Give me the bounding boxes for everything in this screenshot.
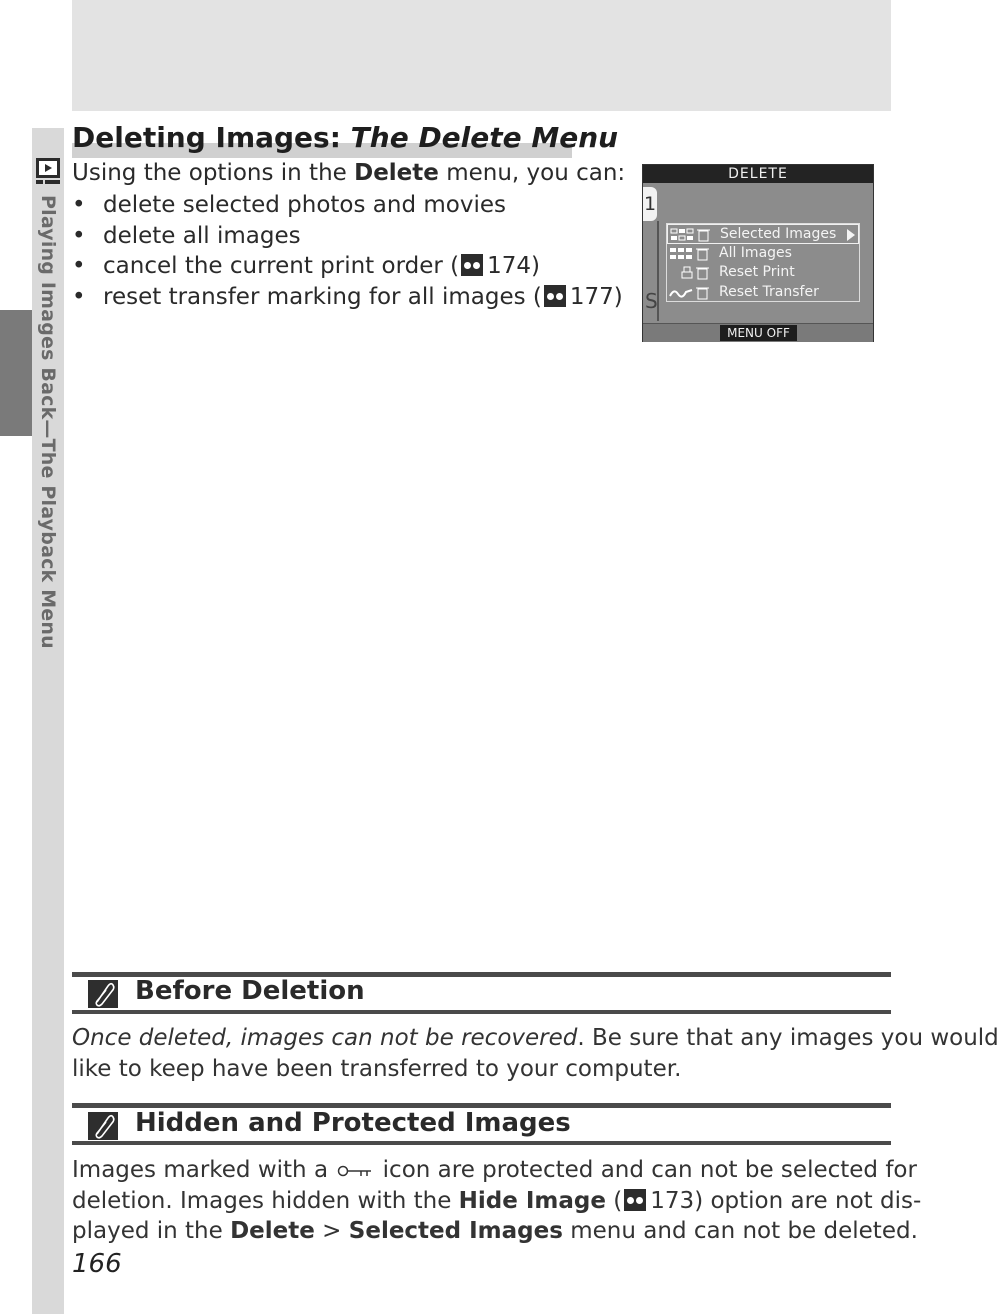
reference-icon (461, 254, 483, 276)
note-line (72, 1216, 918, 1247)
menu-item-all-images[interactable] (667, 244, 859, 264)
note-paperclip-icon (88, 980, 118, 1008)
note-text: icon are protected and can not be selected for (375, 1157, 917, 1183)
menu-item-label: Selected Images (720, 226, 837, 242)
screen-footer-bar (643, 323, 873, 342)
list-item-text: delete all images (103, 222, 301, 249)
intro-bold: Delete (354, 160, 439, 186)
note-text: deletion. Images hidden with the (72, 1187, 459, 1214)
section-label: Playing Images Back—The Playback Menu (37, 195, 59, 649)
note-text: > (314, 1218, 349, 1244)
list-item (72, 251, 623, 282)
note-rule-bottom (72, 1141, 891, 1145)
note-text: ) option are not dis- (694, 1187, 922, 1214)
page-title-italic: The Delete Menu (350, 121, 619, 154)
capability-list (72, 190, 623, 312)
menu-item-reset-transfer[interactable] (667, 283, 859, 303)
note-body (72, 1155, 922, 1247)
menu-off-label: MENU OFF (720, 325, 797, 341)
note-text: played in the (72, 1218, 231, 1244)
page-title (72, 121, 618, 154)
chapter-tab (0, 310, 32, 436)
screen-page-tab: 1 (643, 187, 657, 221)
note-bold-text: Delete (230, 1218, 315, 1244)
note-text: ( (605, 1187, 623, 1214)
list-item-text: ) (613, 283, 623, 310)
reference-icon (544, 285, 566, 307)
note-title: Hidden and Protected Images (135, 1108, 571, 1138)
page-number: 166 (72, 1249, 122, 1279)
note-title: Before Deletion (135, 976, 365, 1006)
note-paperclip-icon (88, 1112, 118, 1140)
list-item-text: ) (531, 253, 541, 279)
intro-after: menu, you can: (438, 160, 626, 186)
note-text: . Be sure that any images you would (577, 1025, 999, 1051)
screen-menu-list (666, 223, 860, 302)
list-item (72, 190, 623, 221)
note-line (72, 1155, 917, 1186)
submenu-arrow-icon (847, 229, 855, 241)
menu-item-selected-images[interactable] (667, 224, 859, 244)
key-icon (337, 1164, 373, 1178)
note-line (72, 1054, 892, 1085)
screen-side-letter: S (645, 289, 658, 313)
menu-item-label: All Images (719, 244, 792, 261)
list-item-text: reset transfer marking for all images ( (103, 283, 542, 310)
note-text: menu and can not be deleted. (562, 1218, 918, 1244)
header-band (72, 0, 891, 111)
camera-screen (642, 164, 874, 342)
menu-item-label: Reset Print (719, 264, 795, 280)
list-item-text: cancel the current print order ( (103, 253, 460, 279)
note-body (72, 1023, 999, 1084)
transfer-trash-icon (670, 286, 710, 300)
page-title-prefix: Deleting Images: (72, 121, 351, 154)
note-rule-bottom (72, 1010, 891, 1014)
menu-item-reset-print[interactable] (667, 263, 859, 283)
note-text: Images marked with a (72, 1157, 336, 1183)
list-item-text: delete selected photos and movies (103, 192, 506, 218)
note-bold-text: Selected Images (348, 1218, 563, 1244)
intro-before: Using the options in the (72, 160, 355, 186)
list-item (72, 282, 623, 313)
page-reference[interactable]: 174 (487, 253, 532, 279)
note-text: like to keep have been transferred to your computer. (72, 1055, 682, 1082)
menu-item-label: Reset Transfer (719, 283, 819, 300)
screen-title: DELETE (643, 165, 873, 183)
grid-trash-icon (670, 247, 710, 261)
list-item (72, 221, 623, 252)
playback-icon (34, 156, 62, 186)
print-trash-icon (670, 266, 710, 280)
note-line (72, 1023, 999, 1054)
reference-icon (624, 1189, 646, 1211)
intro-text (72, 160, 625, 186)
page-reference[interactable]: 173 (650, 1187, 695, 1214)
note-italic-text: Once deleted, images can not be recovered (72, 1025, 578, 1051)
thumbnails-trash-icon (671, 228, 711, 242)
page-reference[interactable]: 177 (569, 283, 614, 310)
note-line (72, 1186, 922, 1217)
note-bold-text: Hide Image (458, 1187, 606, 1214)
